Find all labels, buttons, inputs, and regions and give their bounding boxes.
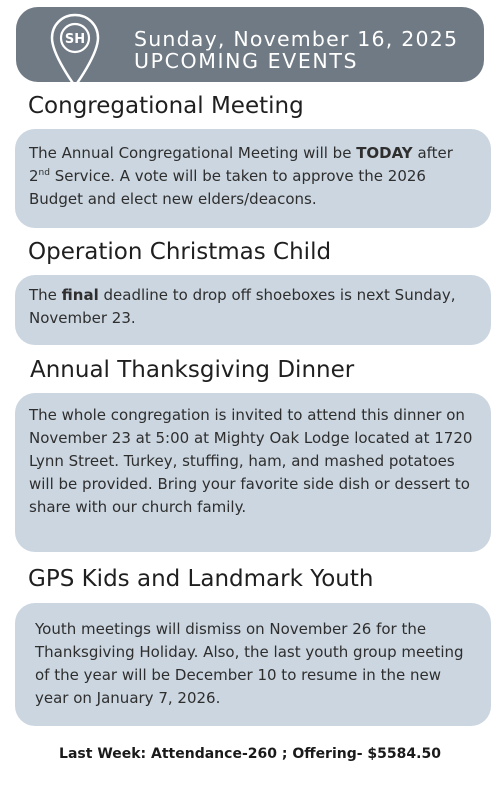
text-segment: The [29, 286, 62, 304]
text-segment: after 2 [29, 144, 453, 185]
header-title: UPCOMING EVENTS [134, 49, 359, 73]
card-text: The whole congregation is invited to attend this dinner on November 23 at 5:00 at Mighty Oak Lodge located at 1720 Lynn Street. Turkey, stuffing, ham, and mashed potatoes will be provided. Bring your favorite side dish or dessert to share with our church family. [29, 406, 473, 516]
text-segment: deadline to drop off shoeboxes is next Sunday, November 23. [29, 286, 456, 327]
text-segment: The Annual Congregational Meeting will be [29, 144, 357, 162]
weekly-stats-footer: Last Week: Attendance-260 ; Offering- $5584.50 [59, 746, 441, 762]
superscript: nd [38, 168, 50, 178]
card-thanksgiving-dinner [15, 393, 491, 552]
card-text [29, 142, 477, 211]
emphasis-final: final [61, 286, 99, 304]
section-title-thanksgiving-dinner: Annual Thanksgiving Dinner [30, 357, 355, 383]
section-title-gps-kids-landmark-youth: GPS Kids and Landmark Youth [28, 566, 374, 592]
logo-text: SH [64, 32, 86, 47]
location-pin-icon [50, 13, 100, 89]
text-segment: Service. A vote will be taken to approve the 2026 Budget and elect new elders/deacons. [29, 167, 426, 208]
card-text: Youth meetings will dismiss on November 26 for the Thanksgiving Holiday. Also, the last youth group meeting of the year will be December 10 to resume in the new year on January 7, 2026. [35, 620, 464, 707]
header-date: Sunday, November 16, 2025 [134, 27, 459, 51]
card-congregational-meeting [15, 129, 491, 228]
header-banner [16, 7, 484, 82]
card-text [29, 284, 477, 330]
section-title-operation-christmas-child: Operation Christmas Child [28, 239, 332, 265]
section-title-congregational-meeting: Congregational Meeting [28, 93, 304, 119]
emphasis-today: TODAY [356, 144, 413, 162]
card-operation-christmas-child [15, 275, 491, 345]
card-gps-kids-landmark-youth [15, 603, 491, 726]
